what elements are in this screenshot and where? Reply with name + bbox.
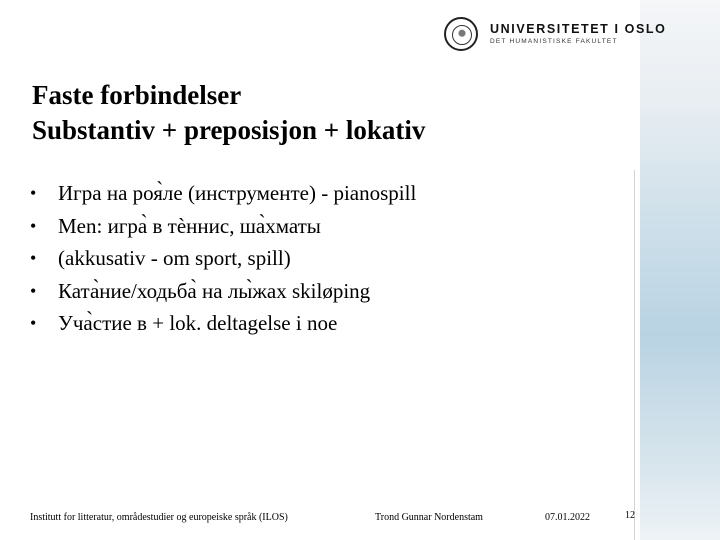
bullet-item [30,242,630,275]
bullet-text: Ката̀ние/ходьба̀ на лы̀жах skiløping [58,278,371,303]
bullet-dot-icon: • [30,280,37,301]
university-logo [444,14,666,54]
logo-text [490,22,666,47]
bullet-list [30,177,630,340]
slide-title [32,78,632,148]
strip-divider [634,170,635,540]
bullet-text: Игра на роя̀ле (инструменте) - pianospill [58,181,417,205]
slide-title-line-2: Substantiv + preposisjon + lokativ [32,115,426,145]
bullet-dot-icon: • [30,248,37,268]
footer-author: Trond Gunnar Nordenstam [375,512,483,523]
logo-subtitle: DET HUMANISTISKE FAKULTET [490,37,618,45]
slide-title-line-1: Faste forbindelser [32,80,242,110]
bullet-dot-icon: • [30,183,37,203]
bullet-text: Men: игра̀ в тѐннис, ша̀хматы [58,213,321,238]
footer-date: 07.01.2022 [545,512,590,523]
page-number: 12 [625,510,635,521]
bullet-dot-icon: • [30,313,37,333]
bullet-item [30,307,630,340]
bullet-text: Уча̀стие в + lok. deltagelse i noe [58,311,338,335]
university-seal-icon [444,17,478,51]
bullet-item [30,275,630,308]
bullet-item [30,210,630,243]
bullet-text: (akkusativ - om sport, spill) [58,246,291,270]
bullet-dot-icon: • [30,215,37,236]
bullet-item [30,177,630,210]
logo-title: UNIVERSITETET I OSLO [490,21,667,36]
footer-institute: Institutt for litteratur, områdestudier og europeiske språk (ILOS) [30,512,288,523]
decorative-side-strip [640,0,720,540]
